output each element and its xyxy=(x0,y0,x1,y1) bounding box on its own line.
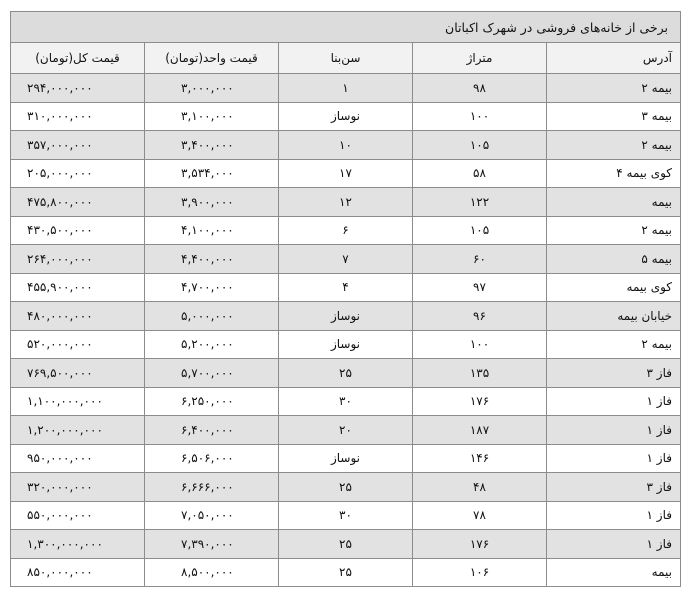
table-title: برخی از خانه‌های فروشی در شهرک اکباتان xyxy=(11,12,681,43)
cell-unit-price: ۸,۵۰۰,۰۰۰ xyxy=(145,558,279,587)
houses-for-sale-table-wrapper xyxy=(10,11,681,587)
cell-unit-price: ۷,۰۵۰,۰۰۰ xyxy=(145,501,279,530)
cell-address: فاز ۱ xyxy=(547,530,681,559)
cell-unit-price: ۴,۴۰۰,۰۰۰ xyxy=(145,245,279,274)
cell-area: ۹۶ xyxy=(413,302,547,331)
table-row xyxy=(11,359,681,388)
cell-address: فاز ۱ xyxy=(547,501,681,530)
cell-address: فاز ۳ xyxy=(547,473,681,502)
cell-unit-price: ۵,۲۰۰,۰۰۰ xyxy=(145,330,279,359)
cell-address: بیمه ۲ xyxy=(547,131,681,160)
cell-unit-price: ۳,۹۰۰,۰۰۰ xyxy=(145,188,279,217)
cell-area: ۱۷۶ xyxy=(413,387,547,416)
cell-age: ۱ xyxy=(279,74,413,103)
cell-area: ۹۸ xyxy=(413,74,547,103)
table-row xyxy=(11,74,681,103)
table-row xyxy=(11,102,681,131)
table-row xyxy=(11,473,681,502)
cell-age: ۳۰ xyxy=(279,387,413,416)
cell-address: فاز ۱ xyxy=(547,416,681,445)
cell-age: نوساز xyxy=(279,330,413,359)
cell-unit-price: ۳,۱۰۰,۰۰۰ xyxy=(145,102,279,131)
cell-address: بیمه ۵ xyxy=(547,245,681,274)
cell-address: بیمه ۲ xyxy=(547,216,681,245)
header-unit-price: قیمت واحد(تومان) xyxy=(145,43,279,74)
cell-total-price: ۱,۳۰۰,۰۰۰,۰۰۰ xyxy=(11,530,145,559)
cell-unit-price: ۷,۳۹۰,۰۰۰ xyxy=(145,530,279,559)
cell-age: ۳۰ xyxy=(279,501,413,530)
table-row xyxy=(11,245,681,274)
cell-age: ۲۰ xyxy=(279,416,413,445)
cell-total-price: ۲۹۴,۰۰۰,۰۰۰ xyxy=(11,74,145,103)
table-title-row xyxy=(11,12,681,43)
cell-age: نوساز xyxy=(279,444,413,473)
header-total-price: قیمت کل(تومان) xyxy=(11,43,145,74)
cell-area: ۱۴۶ xyxy=(413,444,547,473)
header-address: آدرس xyxy=(547,43,681,74)
cell-area: ۵۸ xyxy=(413,159,547,188)
cell-area: ۱۰۶ xyxy=(413,558,547,587)
cell-unit-price: ۵,۷۰۰,۰۰۰ xyxy=(145,359,279,388)
cell-total-price: ۷۶۹,۵۰۰,۰۰۰ xyxy=(11,359,145,388)
cell-total-price: ۴۵۵,۹۰۰,۰۰۰ xyxy=(11,273,145,302)
cell-unit-price: ۵,۰۰۰,۰۰۰ xyxy=(145,302,279,331)
cell-area: ۷۸ xyxy=(413,501,547,530)
cell-unit-price: ۳,۴۰۰,۰۰۰ xyxy=(145,131,279,160)
cell-age: ۱۰ xyxy=(279,131,413,160)
cell-age: نوساز xyxy=(279,102,413,131)
table-row xyxy=(11,530,681,559)
cell-area: ۶۰ xyxy=(413,245,547,274)
header-age: سن‌بنا xyxy=(279,43,413,74)
cell-unit-price: ۶,۶۶۶,۰۰۰ xyxy=(145,473,279,502)
cell-total-price: ۹۵۰,۰۰۰,۰۰۰ xyxy=(11,444,145,473)
table-row xyxy=(11,188,681,217)
cell-area: ۱۰۰ xyxy=(413,330,547,359)
table-row xyxy=(11,216,681,245)
cell-address: بیمه ۲ xyxy=(547,74,681,103)
table-row xyxy=(11,558,681,587)
cell-address: خیابان بیمه xyxy=(547,302,681,331)
cell-total-price: ۴۸۰,۰۰۰,۰۰۰ xyxy=(11,302,145,331)
cell-area: ۹۷ xyxy=(413,273,547,302)
cell-total-price: ۳۱۰,۰۰۰,۰۰۰ xyxy=(11,102,145,131)
cell-total-price: ۲۶۴,۰۰۰,۰۰۰ xyxy=(11,245,145,274)
table-row xyxy=(11,330,681,359)
cell-total-price: ۴۳۰,۵۰۰,۰۰۰ xyxy=(11,216,145,245)
table-row xyxy=(11,501,681,530)
cell-address: کوی بیمه ۴ xyxy=(547,159,681,188)
cell-unit-price: ۳,۰۰۰,۰۰۰ xyxy=(145,74,279,103)
cell-address: فاز ۱ xyxy=(547,387,681,416)
cell-age: ۲۵ xyxy=(279,359,413,388)
cell-age: ۲۵ xyxy=(279,530,413,559)
cell-area: ۴۸ xyxy=(413,473,547,502)
houses-for-sale-table xyxy=(10,11,681,587)
cell-total-price: ۴۷۵,۸۰۰,۰۰۰ xyxy=(11,188,145,217)
table-row xyxy=(11,416,681,445)
cell-area: ۱۷۶ xyxy=(413,530,547,559)
cell-age: ۱۲ xyxy=(279,188,413,217)
cell-total-price: ۵۵۰,۰۰۰,۰۰۰ xyxy=(11,501,145,530)
cell-age: ۲۵ xyxy=(279,473,413,502)
cell-total-price: ۵۲۰,۰۰۰,۰۰۰ xyxy=(11,330,145,359)
cell-address: فاز ۱ xyxy=(547,444,681,473)
cell-address: بیمه xyxy=(547,188,681,217)
cell-total-price: ۲۰۵,۰۰۰,۰۰۰ xyxy=(11,159,145,188)
cell-address: کوی بیمه xyxy=(547,273,681,302)
table-row xyxy=(11,302,681,331)
cell-total-price: ۸۵۰,۰۰۰,۰۰۰ xyxy=(11,558,145,587)
cell-total-price: ۳۵۷,۰۰۰,۰۰۰ xyxy=(11,131,145,160)
cell-address: بیمه ۲ xyxy=(547,330,681,359)
table-row xyxy=(11,159,681,188)
cell-area: ۱۳۵ xyxy=(413,359,547,388)
table-row xyxy=(11,444,681,473)
cell-area: ۱۲۲ xyxy=(413,188,547,217)
cell-unit-price: ۶,۲۵۰,۰۰۰ xyxy=(145,387,279,416)
cell-unit-price: ۶,۵۰۶,۰۰۰ xyxy=(145,444,279,473)
cell-unit-price: ۶,۴۰۰,۰۰۰ xyxy=(145,416,279,445)
cell-age: ۶ xyxy=(279,216,413,245)
cell-age: ۷ xyxy=(279,245,413,274)
table-row xyxy=(11,387,681,416)
cell-unit-price: ۳,۵۳۴,۰۰۰ xyxy=(145,159,279,188)
cell-age: ۲۵ xyxy=(279,558,413,587)
cell-total-price: ۳۲۰,۰۰۰,۰۰۰ xyxy=(11,473,145,502)
table-row xyxy=(11,273,681,302)
cell-address: بیمه xyxy=(547,558,681,587)
table-header-row xyxy=(11,43,681,74)
cell-address: فاز ۳ xyxy=(547,359,681,388)
cell-area: ۱۰۵ xyxy=(413,131,547,160)
cell-total-price: ۱,۲۰۰,۰۰۰,۰۰۰ xyxy=(11,416,145,445)
cell-area: ۱۸۷ xyxy=(413,416,547,445)
cell-total-price: ۱,۱۰۰,۰۰۰,۰۰۰ xyxy=(11,387,145,416)
cell-unit-price: ۴,۷۰۰,۰۰۰ xyxy=(145,273,279,302)
table-row xyxy=(11,131,681,160)
cell-age: ۴ xyxy=(279,273,413,302)
cell-address: بیمه ۳ xyxy=(547,102,681,131)
cell-area: ۱۰۵ xyxy=(413,216,547,245)
header-area: متراژ xyxy=(413,43,547,74)
table-body xyxy=(11,74,681,587)
cell-area: ۱۰۰ xyxy=(413,102,547,131)
cell-age: نوساز xyxy=(279,302,413,331)
cell-unit-price: ۴,۱۰۰,۰۰۰ xyxy=(145,216,279,245)
cell-age: ۱۷ xyxy=(279,159,413,188)
